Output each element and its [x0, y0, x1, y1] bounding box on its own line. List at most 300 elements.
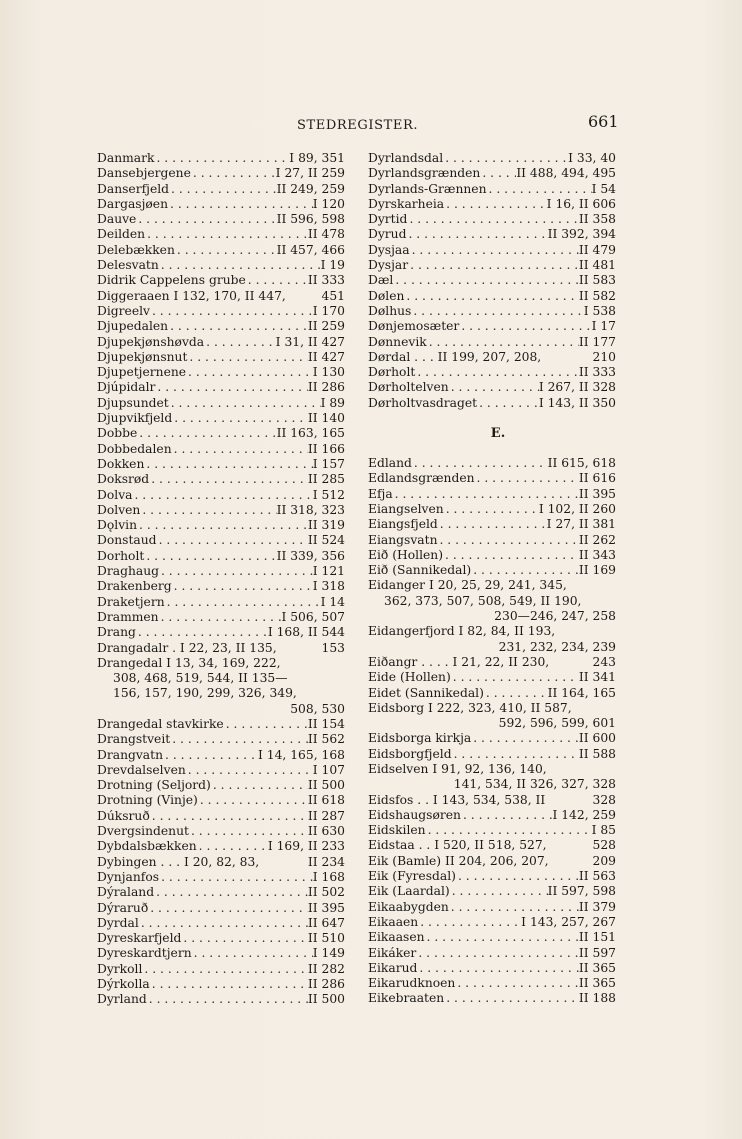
index-entry-name: Drangadalr . I 22, 23, II 135,	[97, 640, 277, 655]
index-entry-refs: II 582	[578, 288, 616, 303]
index-entry-name: Dolva	[97, 487, 133, 502]
index-entry-name: Dysjaa	[368, 242, 410, 257]
index-entry	[368, 517, 616, 532]
index-entry-name: Dobbe	[97, 426, 138, 441]
index-entry	[97, 426, 345, 441]
leader-dots	[187, 350, 307, 365]
index-entry-line	[368, 456, 616, 471]
index-entry	[368, 991, 616, 1006]
leader-dots	[150, 809, 308, 824]
index-entry	[368, 655, 616, 670]
index-entry-line	[368, 319, 616, 334]
index-entry-name: Eiangsfjeld	[368, 517, 438, 532]
leader-dots	[191, 166, 276, 181]
index-entry-name: Djúpidalr	[97, 380, 156, 395]
leader-dots	[452, 747, 579, 762]
leader-dots	[404, 289, 578, 304]
index-entry-line	[368, 976, 616, 991]
index-entry-name: Dyrlands-Grænnen	[368, 181, 487, 196]
index-entry	[97, 258, 345, 273]
leader-dots	[139, 916, 308, 931]
leader-dots	[444, 991, 579, 1006]
leader-dots	[455, 976, 579, 991]
leader-dots	[211, 778, 308, 793]
leader-dots	[159, 564, 313, 579]
index-entry-line	[368, 304, 616, 319]
index-entry-refs: I 538	[583, 303, 616, 318]
index-entry-name: Drammen	[97, 609, 159, 624]
index-entry-refs: II 163, 165	[276, 426, 345, 441]
leader-dots	[416, 946, 579, 961]
index-entry	[97, 870, 345, 885]
index-entry-refs: II 169	[578, 563, 616, 578]
index-entry-refs: II 392, 394	[547, 227, 616, 242]
leader-dots	[150, 304, 313, 319]
leader-dots	[418, 915, 521, 930]
index-entry-refs: I 17	[591, 319, 616, 334]
index-entry-line	[368, 731, 616, 746]
index-entry-refs: II 615, 618	[547, 456, 616, 471]
index-entry-line	[368, 487, 616, 502]
index-entry-name: Dyrdal	[97, 915, 139, 930]
index-entry-refs: II 500	[307, 992, 345, 1007]
index-entry-line	[368, 670, 616, 685]
index-entry-line	[97, 411, 345, 426]
index-entry-line	[368, 396, 616, 411]
index-entry-refs: I 170	[312, 303, 345, 318]
index-entry	[97, 732, 345, 747]
index-entry-line	[368, 471, 616, 486]
leader-dots	[148, 901, 308, 916]
index-entry-line	[97, 579, 345, 594]
index-entry-line	[368, 991, 616, 1006]
index-entry-refs: II 510	[307, 931, 345, 946]
index-entry-refs: I 143, 257, 267	[521, 914, 616, 929]
index-entry-continuation: 231, 232, 234, 239	[498, 639, 616, 654]
index-entry-refs: II 358	[578, 212, 616, 227]
index-entry	[97, 289, 345, 304]
index-entry-refs: II 479	[578, 242, 616, 257]
index-entry-name: Dørholt	[368, 365, 416, 380]
index-entry-refs: I 14	[320, 594, 345, 609]
leader-dots	[393, 273, 579, 288]
index-entry-refs: II 583	[578, 273, 616, 288]
index-entry-refs: II 285	[307, 472, 345, 487]
index-entry	[368, 212, 616, 227]
index-entry-line	[368, 380, 616, 395]
index-entry-refs: 328	[592, 792, 616, 807]
section-letter-e: E.	[490, 426, 506, 442]
index-entry-line	[97, 258, 345, 273]
index-entry-line	[97, 227, 345, 242]
index-entry-refs: II 177	[578, 334, 616, 349]
leader-dots	[459, 319, 591, 334]
leader-dots	[154, 885, 308, 900]
index-entry	[368, 548, 616, 563]
index-entry-name: Drangedal I 13, 34, 169, 222,	[97, 655, 281, 670]
index-entry-line	[368, 762, 616, 777]
index-entry	[368, 670, 616, 685]
index-entry-name: Dokken	[97, 456, 145, 471]
index-entry-refs: 153	[321, 640, 345, 655]
index-entry	[368, 258, 616, 273]
index-entry-name: Danserfjeld	[97, 181, 170, 196]
index-entry	[97, 595, 345, 610]
index-entry-refs: II 395	[307, 900, 345, 915]
index-entry	[368, 731, 616, 746]
index-section-e	[368, 456, 616, 1007]
index-entry	[368, 823, 616, 838]
index-entry-refs: II 563	[578, 869, 616, 884]
index-entry-name: Dýrkolla	[97, 977, 150, 992]
leader-dots	[449, 900, 579, 915]
leader-dots	[471, 563, 579, 578]
index-entry-refs: I 27, II 381	[546, 517, 616, 532]
index-entry-line	[368, 289, 616, 304]
index-entry-line	[97, 518, 345, 533]
index-entry-line	[368, 884, 616, 899]
index-entry	[97, 488, 345, 503]
index-entry	[97, 610, 345, 625]
index-entry-name: Djupsundet	[97, 395, 169, 410]
index-entry	[97, 946, 345, 961]
leader-dots	[159, 258, 321, 273]
leader-dots	[186, 365, 313, 380]
leader-dots	[181, 931, 308, 946]
index-entry-refs: II 395	[578, 486, 616, 501]
index-entry-name: Eikáker	[368, 945, 417, 960]
leader-dots	[411, 304, 583, 319]
index-entry-continuation: 362, 373, 507, 508, 549, II 190,	[384, 593, 582, 608]
leader-dots	[443, 151, 568, 166]
index-entry-refs: II 457, 466	[276, 242, 345, 257]
index-entry-refs: II 524	[307, 533, 345, 548]
index-entry	[368, 151, 616, 166]
index-entry-name: Drotning (Seljord)	[97, 778, 211, 793]
leader-dots	[172, 411, 308, 426]
index-entry	[97, 304, 345, 319]
leader-dots	[159, 610, 282, 625]
index-entry-name: Drangvatn	[97, 747, 163, 762]
index-entry-name: Eidshaugsøren	[368, 807, 461, 822]
index-entry	[368, 747, 616, 762]
index-entry-refs: II 343	[578, 547, 616, 562]
leader-dots	[437, 533, 578, 548]
index-entry-refs: II 318, 323	[276, 502, 345, 517]
index-entry-line	[97, 809, 345, 824]
index-entry-line	[368, 258, 616, 273]
index-entry-refs: II 365	[578, 976, 616, 991]
index-entry-refs: II 287	[307, 808, 345, 823]
index-entry	[368, 762, 616, 793]
index-entry-refs: II 282	[307, 961, 345, 976]
leader-dots	[136, 212, 276, 227]
leader-dots	[155, 380, 307, 395]
index-entry	[368, 365, 616, 380]
leader-dots	[426, 823, 592, 838]
index-entry-refs: II 140	[307, 411, 345, 426]
index-entry	[97, 855, 345, 870]
index-entry	[368, 900, 616, 915]
index-entry-name: Djupekjønshøvda	[97, 334, 205, 349]
index-entry-refs: I 85	[591, 823, 616, 838]
index-entry-name: Dýraland	[97, 885, 155, 900]
index-entry	[97, 182, 345, 197]
index-entry-name: Eið (Hollen)	[368, 547, 444, 562]
index-entry-line	[97, 977, 345, 992]
index-entry-refs: I 14, 165, 168	[258, 747, 345, 762]
index-entry	[368, 930, 616, 945]
index-entry-line	[97, 472, 345, 487]
index-entry-refs: I 506, 507	[281, 609, 345, 624]
index-entry-refs: II 630	[307, 824, 345, 839]
leader-dots	[168, 197, 313, 212]
leader-dots	[145, 227, 308, 242]
index-entry-line	[97, 488, 345, 503]
index-entry-name: Eide (Hollen)	[368, 670, 451, 685]
index-entry-continuation: 141, 534, II 326, 327, 328	[453, 777, 616, 792]
index-entry-line	[97, 380, 345, 395]
index-entry	[368, 701, 616, 732]
index-entry	[97, 396, 345, 411]
index-entry-name: Dansebjergene	[97, 166, 191, 181]
index-entry-line	[97, 962, 345, 977]
index-entry	[97, 457, 345, 472]
index-entry-refs: II 500	[307, 778, 345, 793]
index-entry-line	[97, 595, 345, 610]
index-entry-refs: I 121	[312, 564, 345, 579]
index-entry-line	[368, 946, 616, 961]
index-entry	[97, 564, 345, 579]
index-entry-refs: II 188	[578, 991, 616, 1006]
index-entry-line	[97, 289, 345, 304]
leader-dots	[137, 518, 308, 533]
index-entry-refs: I 16, II 606	[546, 196, 616, 211]
index-entry	[368, 304, 616, 319]
leader-dots	[444, 197, 547, 212]
index-entry-line	[368, 747, 616, 762]
index-entry-refs: II 365	[578, 960, 616, 975]
index-entry-line	[368, 243, 616, 258]
index-entry-refs: II 164, 165	[547, 685, 616, 700]
index-entry-line	[368, 350, 616, 365]
index-entry-name: Eikarud	[368, 960, 418, 975]
leader-dots	[450, 884, 548, 899]
index-entry-line	[97, 656, 345, 671]
leader-dots	[169, 182, 277, 197]
index-entry	[97, 763, 345, 778]
index-entry-name: Dyreskarfjeld	[97, 931, 182, 946]
index-entry-line	[97, 319, 345, 334]
index-entry-line	[368, 900, 616, 915]
index-entry	[97, 151, 345, 166]
index-entry	[97, 962, 345, 977]
index-entry	[97, 365, 345, 380]
index-entry	[97, 518, 345, 533]
leader-dots	[417, 961, 579, 976]
index-entry	[97, 916, 345, 931]
index-entry-line	[97, 304, 345, 319]
leader-dots	[477, 396, 539, 411]
index-entry-line	[97, 855, 345, 870]
index-entry-line	[97, 273, 345, 288]
index-column-right	[368, 151, 616, 1007]
index-entry-line	[368, 624, 616, 639]
index-entry-name: Eidet (Sannikedal)	[368, 685, 484, 700]
index-entry	[97, 350, 345, 365]
index-entry-refs: II 588	[578, 746, 616, 761]
index-entry	[368, 456, 616, 471]
index-entry-line	[368, 854, 616, 869]
index-entry-name: Eik (Bamle) II 204, 206, 207,	[368, 853, 549, 868]
index-entry-line	[368, 212, 616, 227]
index-entry	[368, 808, 616, 823]
index-entry-line	[368, 915, 616, 930]
index-entry-line	[97, 335, 345, 350]
leader-dots	[425, 930, 579, 945]
index-entry-refs: I 33, 40	[568, 151, 616, 165]
index-entry-line	[97, 182, 345, 197]
leader-dots	[198, 793, 308, 808]
index-entry-refs: I 27, II 259	[275, 166, 345, 181]
index-entry-refs: 451	[321, 288, 345, 303]
index-entry	[368, 227, 616, 242]
index-entry-line	[368, 548, 616, 563]
index-entry-name: Edlandsgrænden	[368, 471, 475, 486]
index-entry-name: Drangstveit	[97, 732, 171, 747]
index-section-d	[368, 151, 616, 411]
index-entry-line	[97, 243, 345, 258]
index-entry-name: Drevdalselven	[97, 762, 186, 777]
index-entry-refs: I 107	[312, 762, 345, 777]
index-entry-line	[97, 396, 345, 411]
leader-dots	[451, 670, 579, 685]
index-entry-name: Drangedal stavkirke	[97, 716, 224, 731]
index-entry-line	[97, 610, 345, 625]
index-entry	[368, 915, 616, 930]
index-entry	[368, 182, 616, 197]
index-entry-line	[97, 870, 345, 885]
leader-dots	[168, 319, 308, 334]
index-entry	[97, 533, 345, 548]
index-entry-line	[368, 182, 616, 197]
index-entry-line	[368, 655, 616, 670]
index-entry-name: Eikaasen	[368, 930, 425, 945]
index-entry-line	[97, 763, 345, 778]
index-entry-name: Dyrud	[368, 227, 407, 242]
index-entry-line	[97, 564, 345, 579]
index-entry	[97, 748, 345, 763]
index-entry	[97, 992, 345, 1007]
index-entry	[97, 839, 345, 854]
index-entry-line	[97, 549, 345, 564]
index-entry-name: Eidsborgfjeld	[368, 746, 452, 761]
leader-dots	[480, 166, 516, 181]
index-entry-line	[97, 151, 345, 166]
index-entry-line	[368, 227, 616, 242]
index-entry-refs: II 618	[307, 793, 345, 808]
index-entry-name: Djupetjernene	[97, 365, 187, 380]
leader-dots	[456, 869, 579, 884]
index-entry-line	[97, 426, 345, 441]
leader-dots	[147, 992, 308, 1007]
leader-dots	[415, 365, 579, 380]
index-entry-line	[368, 808, 616, 823]
index-entry-refs: I 54	[591, 181, 616, 196]
index-entry-name: Drang	[97, 625, 136, 640]
leader-dots	[149, 472, 308, 487]
index-entry-refs: I 267, II 328	[538, 380, 616, 395]
index-entry-name: Diggeraaen I 132, 170, II 447,	[97, 288, 286, 303]
index-entry-name: Draketjern	[97, 594, 165, 609]
index-entry-line	[97, 442, 345, 457]
index-entry-name: Dybdalsbækken	[97, 839, 197, 854]
index-entry-line	[97, 533, 345, 548]
index-entry-line	[97, 717, 345, 732]
index-entry	[368, 396, 616, 411]
index-entry-name: Eikaaen	[368, 914, 419, 929]
index-entry-refs: II 481	[578, 258, 616, 273]
index-entry-line	[368, 273, 616, 288]
index-entry-refs: II 379	[578, 899, 616, 914]
index-entry-refs: I 130	[312, 365, 345, 380]
index-entry-name: Eik (Fyresdal)	[368, 869, 456, 884]
index-entry	[97, 380, 345, 395]
index-entry-name: Efja	[368, 486, 393, 501]
index-entry-refs: II 616	[578, 471, 616, 486]
index-entry	[368, 869, 616, 884]
index-entry-continuation: 230—246, 247, 258	[494, 609, 616, 624]
index-entry-line	[97, 748, 345, 763]
index-entry-line	[368, 517, 616, 532]
leader-dots	[484, 686, 548, 701]
index-entry-name: Dargasjøen	[97, 196, 168, 211]
index-entry-refs: II 502	[307, 885, 345, 900]
index-entry-refs: II 339, 356	[276, 548, 345, 563]
index-entry-line	[97, 166, 345, 181]
index-entry-line	[368, 578, 616, 593]
leader-dots	[197, 839, 268, 854]
leader-dots	[169, 396, 321, 411]
index-entry-refs: II 488, 494, 495	[516, 166, 616, 181]
index-entry-line	[368, 793, 616, 808]
index-entry-name: Eidselven I 91, 92, 136, 140,	[368, 761, 547, 776]
leader-dots	[157, 533, 308, 548]
index-entry-refs: II 597, 598	[547, 884, 616, 899]
index-entry-name: Dyrland	[97, 992, 147, 1007]
index-entry-name: Drakenberg	[97, 579, 172, 594]
leader-dots	[427, 335, 579, 350]
index-entry-name: Eik (Laardal)	[368, 884, 450, 899]
index-entry-name: Eikaabygden	[368, 899, 449, 914]
index-entry	[97, 166, 345, 181]
index-entry-name: Dyrskarheia	[368, 196, 445, 211]
index-entry-name: Eikebraaten	[368, 991, 445, 1006]
index-entry	[368, 502, 616, 517]
index-entry-name: Eidangerfjord I 82, 84, II 193,	[368, 624, 556, 639]
leader-dots	[165, 595, 321, 610]
index-entry	[97, 778, 345, 793]
index-entry	[97, 212, 345, 227]
index-entry-line	[368, 365, 616, 380]
index-entry-name: Eikarudknoen	[368, 976, 456, 991]
index-entry	[368, 578, 616, 624]
leader-dots	[393, 487, 579, 502]
index-entry-name: Dǫlvin	[97, 518, 137, 533]
index-entry	[368, 838, 616, 853]
index-entry-name: Delebækken	[97, 242, 175, 257]
index-entry-refs: II 234	[307, 854, 345, 869]
